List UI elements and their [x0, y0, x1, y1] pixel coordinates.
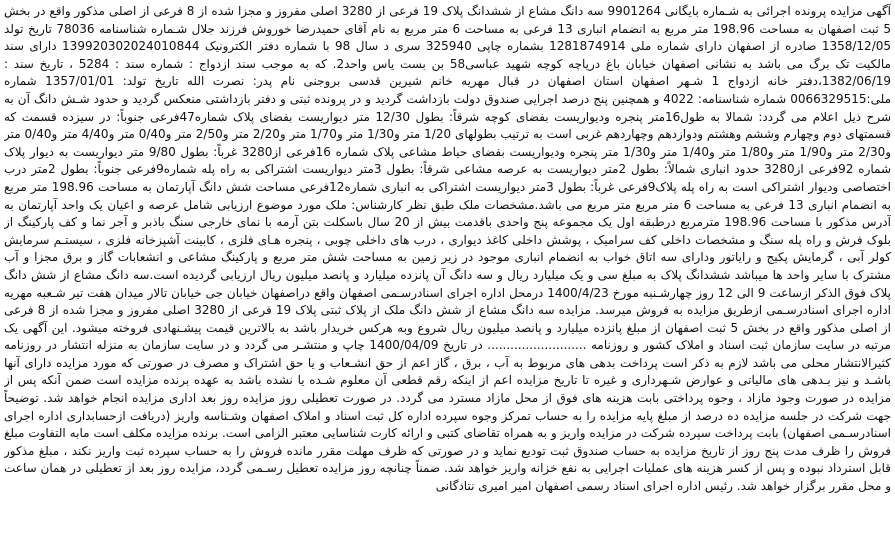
auction-notice	[4, 3, 891, 548]
notice-paragraph: آگهی مزایده پرونده اجرائی به شـماره بایگانی 9901264 سه دانگ مشاع از ششدانگ پلاک 19 فرعی از 3280 اصلی مفروز و مجزا شده از 8 فرعی از اصلی مذکور واقع در بخش 5 ثبت اصفهان به مساحت 198.96 متر مربع به انضمام انباری 13 فرعی به مساحت 6 متر مربع به نام آقای حمیدرضا خوروش فرزند جلال شـماره شناسنامه 78036 تاریخ تولد 1358/12/05 صادره از اصفهان دارای شماره ملی 1281874914 بشماره چاپی 325940 سری د سال 98 با شماره دفتر الکترونیک 139920302024010844 دارای سند مالکیت تک برگ می باشد به نشانی اصفهان خیابان باغ دریاچه کوچه شهید عباسی58 بن بست یاس واحد2. که به موجب سند ازدواج : شماره سند : 5284 ، تاریخ سند : 1382/06/19،دفتر خانه ازدواج 1 شـهر اصفهان استان اصفهان در قبال مهریه خانم شیرین قدسی بروجنی نام پدر: نصرت الله تاریخ تولد: 1357/01/01 شماره ملی:0066329515 شماره شناسنامه: 4022 و همچنین پنج درصد اجرایی صندوق دولت بازداشت گردید و در پرونده ثبتی و دفتر بازداشتی منعکس گردید و حدود شـش دانگ آن به شرح ذیل اعلام می گردد: شمالا به طول16متر پنجره ودیواریست بفضای کوچه شرقاً: بطول 12/30 متر دیواریست بفضای پلاک شماره47فرعی جنوباً: در سیزده قسمت که قسمتهای دوم وچهارم وششم وهشتم ودوازدهم وچهاردهم غربی است به ترتیب بطولهای 1/20 متر و1/30 متر و1/70 متر و2/20 متر و2/50 متر و0/40 متر و4/40 متر و0/40 متر و2/30 متر و1/90 متر و1/80 متر و1/40 متر و1/30 متر پنجره ودیواریست بفضای حیاط مشاعی پلاک شماره 16فرعی از3280 غرباً: بطول 9/80 متر دیواریست به دیوار پلاک شماره 92فرعی از3280 حدود انباری شمالاً: بطول 2متر دیواریست به عرصه مشاعی شرقاً: بطول 3متر دیواریست اشتراکی به راه پله شماره9فرعی جنوباً: بطول 2متر درب اختصاصی ودیوار اشتراکی است به راه پله پلاک9فرعی غرباً: بطول 3متر دیواریست اشتراکی به انباری شماره12فرعی مساحت شش دانگ آپارتمان به مساحت 198.96 متر مربع به انضمام انباری 13 فرعی به مساحت 6 متر مربع متر مربع می باشد.مشخصات ملک طبق نظر کارشناس: ملک مورد موضوع ارزیابی شامل عرصه و اعیان یک واحد آپارتمان به آدرس مذکور با مساحت 198.96 مترمربع درطبقه اول یک مجموعه پنج واحدی باقدمت بیش از 20 سال باسکلت بتن آرمه با نمای خارجی سنگ باذبر و آجر نما و کف پارکینگ از بلوک فرش و راه پله سنگ و مشخصات داخلی کف سرامیک ، پوشش داخلی کاغذ دیواری ، درب های داخلی چوبی ، پنجره هـای فلزی ، کابینت آشپزخانه فلزی ، سیستـم سرمایش کولر آبی ، گرمایش پکیج و رایاتور ودارای سه اتاق خواب به انضمام انباری موجود در زیر زمین به مساحت شش متر مربع و پارکینگ مشاعی و انشعابات گاز و برق مجزا و آب مشترک با سایر واحد ها میباشد ششدانگ پلاک به مبلغ سی و یک میلیارد ریال و سه دانگ آن پانزده میلیارد و پانصد میلیون ریال ارزیابی گردیده است.سه دانگ مشاع از شش دانگ پلاک فوق الذکر ازساعت 9 الی 12 روز چهارشـنبه مورخ 1400/4/23 درمحل اداره اجرای اسنادرسـمی اصفهان واقع دراصفهان خیابان جی خیابان تالار میدان هفت تیر شـعبه مهریه اداره اجرای اسنادرسـمی ازطریق مزایده به فروش میرسد. مزایده سه دانگ مشاع از شش دانگ ملک از پلاک ثبتی پلاک 19 فرعی از 3280 اصلی مفروز و مجزا شده از 8 فرعی از اصلی مذکور واقع در بخش 5 ثبت اصفهان از مبلغ پانزده میلیارد و پانصد میلیون ریال شروع وبه هرکس خریدار باشد به بالاترین قیمت پیشـنهادی فروخته میشود. این آگهی یک مرتبه در سایت سازمان ثبت اسناد و املاک کشور و روزنامه .......................... در تاریخ 1400/04/09 چاپ و منتشـر می گردد و در سایت سازمان به منزله انتشار در روزنامه کثیرالانتشار محلی می باشد لازم به ذکر است پرداخت بدهی های مربوط به آب ، برق ، گاز اعم از حق انشـعاب و یا حق اشتراک و مصرف در صورتی که مورد مزایده دارای آنها باشـد و نیز بـدهی های مالیاتی و عوارض شـهرداری و غیره تا تاریخ مزایده اعم از اینکه رقم قطعی آن معلوم شـده یا نشده باشد به عهده برنده مزایده است ضمن آنکه پس از مزایده در صورت وجود مازاد ، وجوه پرداختی بابت هزینه های فوق از محل مازاد مسترد می گردد. در صورت تعطیلی روز مزایده روز بعد اداری مزایده انجام خواهد شد. توضیحاً جهت شرکت در جلسه مزایده ده درصد از مبلغ پایه مزایده را به حساب تمرکز وجوه سپرده اداره کل ثبت اسناد و املاک اصفهان وشـناسه واریز (دریافت ازحسابداری اداره اجرای اسنادرسـمی اصفهان) بابت پرداخت سپرده شرکت در مزایده واریز و به همراه تقاضای کتبی و ارائه کارت شناسایی معتبر الزامی است. برنده مزایده مکلف است مابه التفاوت مبلغ فروش را ظرف مدت پنج روز از تاریخ مزایده به حساب صندوق ثبت تودیع نماید و در صورتی که ظرف مهلت مقرر مانده فروش را به حساب سپرده ثبت واریز نکند ، مبلغ مذکور قابل استرداد نبوده و پس از کسر هزینه های عملیات اجرایی به نفع خزانه واریز خواهد شد. ضمناً چنانچه روز مزایده تعطیل رسـمی گردد، مزایده روز بعد از تعطیلی در همان ساعت و محل مقرر برگزار خواهد شد. رئیس اداره اجرای اسناد رسمی اصفهان امیر امیری نتادگانی	[4, 4, 891, 494]
